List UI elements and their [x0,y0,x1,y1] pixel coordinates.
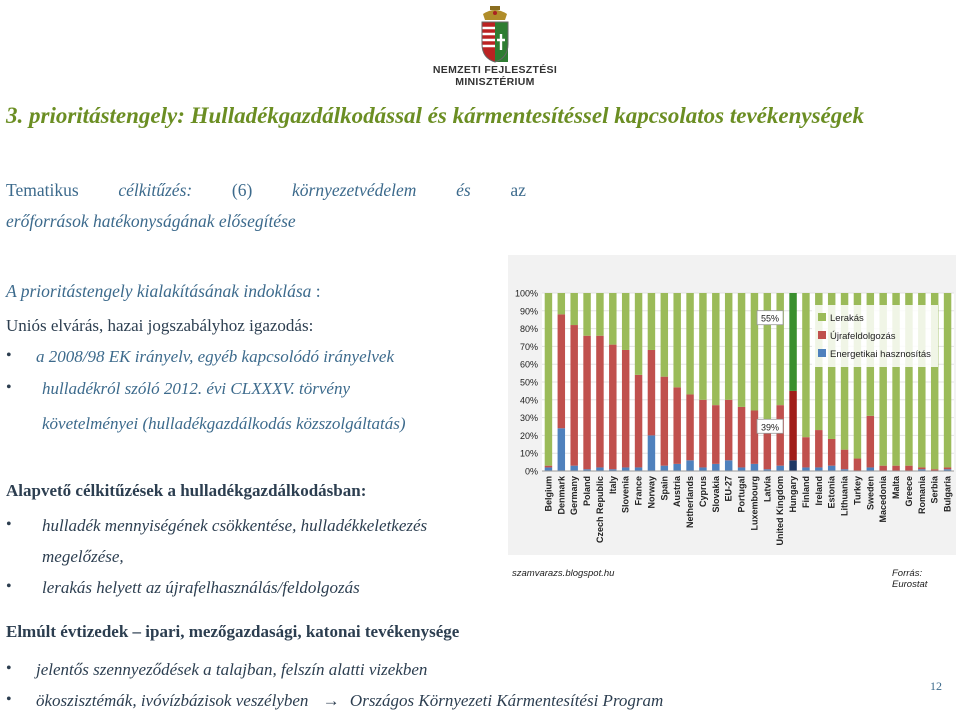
bar-segment [622,350,629,467]
bar-segment [776,405,783,466]
justification-bullet-2: hulladékról szóló 2012. évi CLXXXV. törvény [42,379,351,398]
theme-line-2: erőforrások hatékonyságának elősegítése [6,211,296,231]
bar-segment [944,293,951,467]
bar-segment [712,405,719,464]
bar-segment [699,400,706,468]
bar-segment [596,467,603,471]
page-number: 12 [930,679,942,693]
bar-segment [789,391,796,460]
bar-segment [879,466,886,471]
bar-segment [776,293,783,405]
y-tick-label: 70% [519,341,538,352]
bar-segment [545,466,552,468]
bar-segment [712,293,719,405]
bar-segment [867,467,874,471]
annotation-label: 55% [761,313,780,324]
bar-segment [635,293,642,375]
coat-of-arms-icon [477,4,513,64]
bar-segment [558,314,565,428]
legend-swatch [818,349,826,357]
goals-bullet-2: lerakás helyett az újrafelhasználás/feldolgozás [42,578,360,597]
theme-word: és [456,180,471,200]
bar-segment [738,467,745,471]
bar-segment [815,430,822,467]
y-tick-label: 60% [519,359,538,370]
bullet-dot: • [6,347,12,364]
x-tick-label: Finland [800,476,811,508]
x-tick-label: Austria [672,476,683,508]
bar-segment [725,400,732,461]
x-tick-label: Luxembourg [749,476,760,531]
bar-segment [905,466,912,471]
bar-segment [751,464,758,471]
y-tick-label: 40% [519,395,538,406]
bar-segment [583,336,590,470]
page-title: 3. prioritástengely: Hulladékgazdálkodással és kármentesítéssel kapcsolatos tevékenységek [6,103,864,128]
bar-segment [673,387,680,464]
theme-label: Tematikus [6,180,79,200]
justification-heading [6,280,321,302]
x-tick-label: Slovakia [710,476,721,513]
x-tick-label: Turkey [852,476,863,505]
bar-segment [867,416,874,468]
y-tick-label: 50% [519,377,538,388]
bar-segment [738,293,745,407]
theme-word: környezetvédelem [292,180,417,200]
x-tick-label: Romania [916,476,927,515]
x-tick-label: Hungary [788,476,799,513]
logo-line-1: NEMZETI FEJLESZTÉSI [432,64,558,76]
y-tick-label: 30% [519,413,538,424]
x-tick-label: Lithuania [839,476,850,516]
bar-segment [699,293,706,400]
legend-label: Energetikai hasznosítás [830,349,931,360]
y-tick-label: 90% [519,306,538,317]
bar-segment [854,459,861,471]
past-bullet-2a: ökoszisztémák, ivóvízbázisok veszélyben [36,691,309,710]
bar-segment [583,293,590,336]
legend-label: Újrafeldolgozás [830,331,896,342]
bar-segment [558,428,565,471]
bullet-dot: • [6,578,12,595]
bar-segment [545,467,552,471]
legend-swatch [818,313,826,321]
bar-segment [802,467,809,471]
ministry-logo [430,4,560,94]
logo-line-2: MINISZTÉRIUM [455,76,535,88]
past-bullet-1: jelentős szennyeződések a talajban, felszín alatti vizekben [36,660,428,679]
bullet-dot: • [6,516,12,533]
bullet-dot: • [6,660,12,677]
bar-segment [815,467,822,471]
bar-segment [609,345,616,470]
bar-segment [661,377,668,466]
x-tick-label: Netherlands [685,476,696,529]
y-tick-label: 100% [514,288,538,299]
bar-segment [570,325,577,466]
bar-segment [789,460,796,471]
bar-segment [648,435,655,471]
theme-word: célkitűzés: [118,180,193,200]
justification-colon: : [311,281,321,301]
bar-segment [673,464,680,471]
chart-source-right: Forrás: Eurostat [892,568,928,590]
bar-segment [558,293,565,314]
theme-word: az [510,180,526,200]
y-tick-label: 10% [519,448,538,459]
bar-segment [673,293,680,387]
bar-segment [570,293,577,325]
goals-bullet-1a: hulladék mennyiségének csökkentése, hulladékkeletkezés [42,516,428,535]
x-tick-label: Denmark [556,476,567,515]
theme-word: (6) [231,180,253,200]
x-tick-label: Greece [903,476,914,507]
bar-segment [635,467,642,471]
goals-bullet-1b: megelőzése, [42,547,124,566]
arrow-icon: → [322,691,340,710]
bar-segment [635,375,642,468]
x-tick-label: Macedonia [878,476,889,523]
bar-segment [712,464,719,471]
bar-segment [648,293,655,350]
bar-segment [686,293,693,394]
bar-segment [648,350,655,435]
x-tick-label: Portugal [736,476,747,513]
bar-segment [725,460,732,471]
bar-segment [802,437,809,467]
justification-line-1: Uniós elvárás, hazai jogszabályhoz igazodás: [6,316,314,335]
x-tick-label: EU-27 [723,476,734,502]
bar-segment [738,407,745,468]
bar-segment [609,293,616,345]
chart-svg [508,255,956,555]
bar-segment [661,293,668,377]
x-tick-label: Belgium [543,476,554,512]
x-tick-label: Germany [569,476,580,516]
x-tick-label: Estonia [826,476,837,509]
bar-segment [622,467,629,471]
annotation-label: 39% [761,422,780,433]
bar-segment [596,336,603,468]
bar-segment [570,466,577,471]
x-tick-label: Slovenia [620,476,631,514]
past-bullet-2b: Országos Környezeti Kármentesítési Program [349,691,664,710]
chart-source-left: szamvarazs.blogspot.hu [512,568,615,579]
bullet-dot: • [6,379,12,396]
bar-segment [751,410,758,463]
bar-segment [776,466,783,471]
bar-segment [892,466,899,471]
bar-segment [841,450,848,470]
goals-heading: Alapvető célkitűzések a hulladékgazdálkodásban: [6,481,367,500]
bar-segment [596,293,603,336]
bar-segment [686,394,693,460]
x-tick-label: Latvia [762,476,773,503]
bar-segment [944,467,951,469]
x-tick-label: Serbia [929,476,940,504]
recycling-chart [508,255,956,555]
bar-segment [918,467,925,469]
justification-heading-text: A prioritástengely kialakításának indoklása [6,281,312,301]
x-tick-label: Czech Republic [594,476,605,544]
bar-segment [828,439,835,466]
bar-segment [802,293,809,437]
x-tick-label: Poland [582,476,593,507]
legend-label: Lerakás [830,313,864,324]
x-tick-label: Norway [646,476,657,509]
theme-line-1 [6,180,526,200]
bar-segment [661,466,668,471]
x-tick-label: Sweden [865,476,876,511]
y-tick-label: 0% [524,466,538,477]
bar-segment [622,293,629,350]
y-tick-label: 20% [519,430,538,441]
bullet-dot: • [6,691,12,708]
x-tick-label: Ireland [813,476,824,506]
bar-segment [686,460,693,471]
bar-segment [725,293,732,400]
past-heading: Elmúlt évtizedek – ipari, mezőgazdasági, katonai tevékenysége [6,622,460,641]
bar-segment [699,467,706,471]
bar-segment [789,293,796,391]
x-tick-label: Spain [659,476,670,501]
past-bullet-2 [36,691,663,711]
x-tick-label: France [633,476,644,506]
x-tick-label: Cyprus [697,476,708,508]
x-tick-label: Italy [607,476,618,495]
legend-swatch [818,331,826,339]
y-tick-label: 80% [519,324,538,335]
x-tick-label: Bulgaria [942,476,953,513]
x-tick-label: Malta [891,476,902,500]
bar-segment [828,466,835,471]
x-tick-label: United Kingdom [775,476,786,546]
bar-segment [545,293,552,466]
justification-continuation: követelményei (hulladékgazdálkodás közszolgáltatás) [42,414,406,433]
justification-bullet-1: a 2008/98 EK irányelv, egyéb kapcsolódó irányelvek [36,347,394,366]
